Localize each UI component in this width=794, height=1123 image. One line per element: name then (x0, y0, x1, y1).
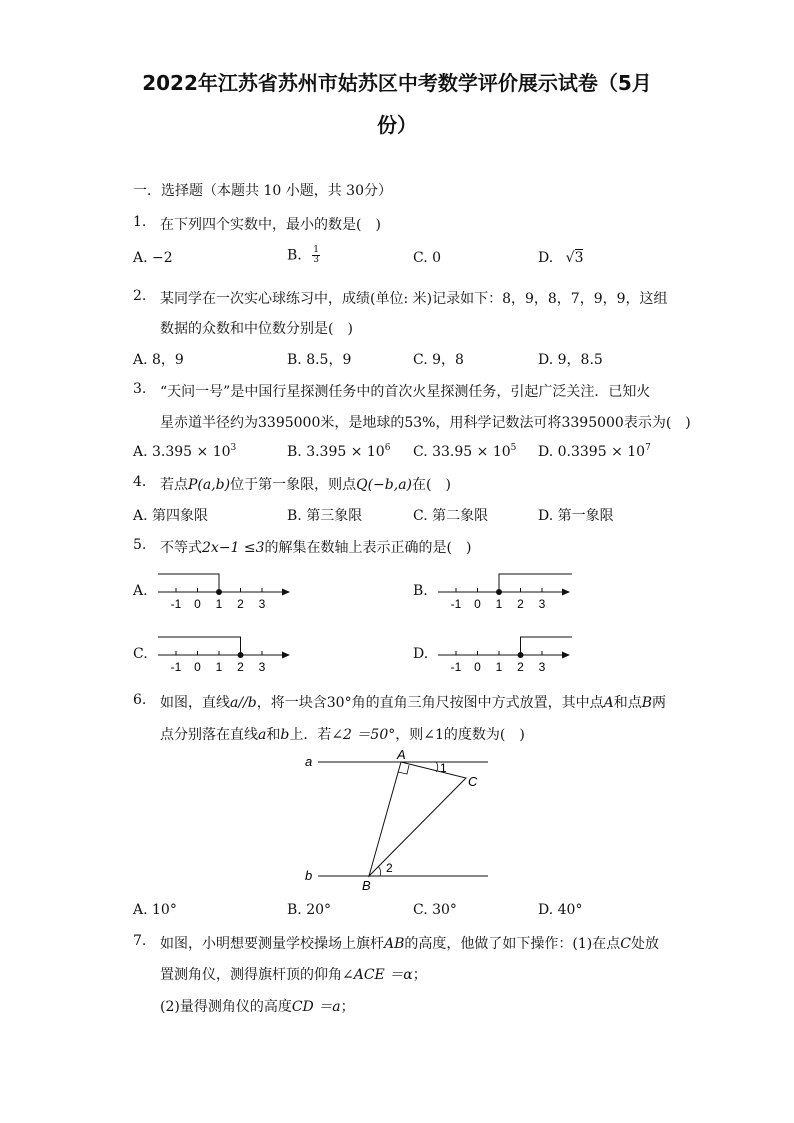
q6-text-e: 点分别落在直线 (160, 727, 258, 743)
q7-angle-ace: ∠ACE ＝α (342, 967, 413, 983)
solid-point (496, 589, 502, 595)
q1-fraction (312, 246, 320, 265)
q6-text-h: ，则∠1的度数为( ) (395, 727, 525, 743)
q6-text-g: 上．若 (289, 727, 332, 743)
solution-ray (158, 574, 219, 592)
q7-text-b: 的高度，他做了如下操作：(1)在点 (404, 936, 621, 952)
q5-number: 5. (133, 537, 147, 553)
triangle (369, 762, 466, 876)
tick-label: -1 (450, 597, 462, 611)
q2-option-a: A. 8，9 (133, 352, 184, 368)
q6-text-b: ，将一块含30°角的直角三角尺按图中方式放置，其中点 (256, 695, 604, 711)
q7-text-c: 处放 (630, 936, 659, 952)
tick-label: 3 (258, 597, 266, 611)
solid-point (238, 652, 244, 658)
q1-option-d (538, 250, 583, 266)
q6-option-c: C. 30° (413, 902, 457, 918)
q5-option-a: A. (133, 583, 148, 599)
label-point-b: B (362, 878, 371, 893)
q3-option-c-base: C. 33.95 × 10 (413, 444, 511, 460)
q7-text-a: 如图，小明想要测量学校操场上旗杆 (160, 936, 384, 952)
sqrt-radicand: 3 (574, 250, 584, 266)
q3-option-a (133, 443, 236, 460)
label-point-c: C (468, 774, 478, 789)
q5-text-a: 不等式 (160, 540, 202, 556)
label-a: a (305, 754, 313, 769)
q3-number: 3. (133, 381, 147, 397)
angle-2-arc (378, 866, 381, 876)
q5-option-d: D. (413, 646, 429, 662)
solution-ray (499, 574, 572, 592)
q1-text: 在下列四个实数中，最小的数是( ) (160, 217, 381, 233)
q2-line-2: 数据的众数和中位数分别是( ) (160, 321, 353, 337)
q4-text (160, 474, 451, 494)
number-line-d (430, 631, 580, 681)
q6-number: 6. (133, 692, 147, 708)
axis-arrow-icon (562, 589, 570, 596)
tick-label: 0 (194, 660, 201, 674)
q7-segment-ab: AB (384, 936, 405, 952)
q6-point-a: A (603, 695, 614, 711)
q4-option-d: D. 第一象限 (538, 508, 614, 524)
q7-point-c: C (620, 936, 631, 952)
q6-line-2 (160, 724, 525, 744)
q3-option-d-base: D. 0.3395 × 10 (538, 444, 646, 460)
q1-option-b (287, 246, 320, 265)
sqrt-icon: √3 (565, 250, 584, 266)
q5-text (160, 537, 471, 557)
q5-option-c: C. (133, 646, 148, 662)
q7-line-3 (160, 996, 355, 1016)
q6-option-b: B. 20° (287, 902, 332, 918)
q4-option-b: B. 第三象限 (287, 508, 363, 524)
q4-option-c: C. 第二象限 (413, 508, 489, 524)
axis-arrow-icon (562, 652, 570, 659)
solid-point (518, 652, 524, 658)
tick-label: -1 (450, 660, 462, 674)
q4-point-q: Q(−b,a) (356, 477, 412, 493)
q6-line-b: b (280, 727, 290, 743)
q4-option-a: A. 第四象限 (133, 508, 209, 524)
q1-number: 1. (133, 214, 147, 230)
solution-ray (158, 637, 241, 655)
tick-label: 0 (474, 597, 481, 611)
q5-text-b: 的解集在数轴上表示正确的是( ) (264, 540, 472, 556)
label-angle-1: 1 (440, 761, 447, 775)
q3-option-d-exponent: 7 (645, 443, 651, 453)
q6-text-d: 两 (652, 695, 666, 711)
q3-option-b (287, 443, 390, 460)
q3-option-c (413, 443, 516, 460)
q2-number: 2. (133, 288, 147, 304)
q1-option-d-label: D. (538, 250, 554, 266)
tick-label: 2 (237, 597, 244, 611)
label-b: b (305, 868, 313, 883)
q6-line-1 (160, 692, 666, 712)
q7-line-2 (160, 964, 427, 984)
q3-option-b-base: B. 3.395 × 10 (287, 444, 385, 460)
q6-text-c: 和点 (613, 695, 642, 711)
label-angle-2: 2 (386, 861, 393, 875)
title-line-2: 份） (377, 113, 417, 137)
tick-label: 1 (215, 660, 223, 674)
tick-label: 3 (258, 660, 266, 674)
exam-title (0, 62, 794, 146)
tick-label: 1 (495, 660, 503, 674)
tick-label: 3 (538, 597, 546, 611)
q3-option-a-base: A. 3.395 × 10 (133, 444, 231, 460)
tick-label: 2 (237, 660, 244, 674)
q3-option-c-exponent: 5 (510, 443, 517, 453)
q7-line-1 (160, 933, 659, 953)
q7-height-cd: CD ＝a (291, 999, 341, 1015)
q3-line-2: 星赤道半径约为3395000米，是地球的53%，用科学记数法可将3395000表示为( ) (160, 415, 691, 431)
q6-line-a: a (258, 727, 267, 743)
tick-label: -1 (170, 597, 182, 611)
q4-number: 4. (133, 474, 147, 490)
tick-label: 0 (194, 597, 201, 611)
q6-angle-2: ∠2 ＝50° (331, 727, 396, 743)
section-heading: 一．选择题（本题共 10 小题，共 30分） (133, 183, 392, 199)
q3-option-d (538, 443, 651, 460)
q6-option-a: A. 10° (133, 902, 177, 918)
q4-text-c: 在( ) (412, 477, 451, 493)
tick-label: 2 (517, 660, 524, 674)
q2-option-d: D. 9，8.5 (538, 352, 603, 368)
q5-inequality: 2x−1 ≤3 (202, 540, 265, 556)
tick-label: 1 (215, 597, 223, 611)
label-point-a: A (397, 748, 406, 762)
q6-figure (300, 748, 500, 894)
q7-number: 7. (133, 933, 147, 949)
q6-text-a: 如图，直线 (160, 695, 230, 711)
axis-arrow-icon (282, 652, 290, 659)
number-line-b (430, 568, 580, 618)
q1-option-a: A. −2 (133, 250, 173, 266)
fraction-numerator: 1 (313, 245, 319, 255)
solid-point (216, 589, 222, 595)
q4-text-a: 若点 (160, 477, 188, 493)
fraction-denominator: 3 (313, 255, 319, 265)
q7-text-d: 置测角仪，测得旗杆顶的仰角 (160, 967, 342, 983)
q7-text-g: ； (340, 999, 355, 1015)
q3-option-b-exponent: 6 (384, 443, 391, 453)
solution-ray (521, 637, 573, 655)
q2-option-c: C. 9，8 (413, 352, 464, 368)
tick-label: 3 (538, 660, 546, 674)
q3-line-1: “天问一号”是中国行星探测任务中的首次火星探测任务，引起广泛关注．已知火 (160, 384, 651, 400)
q4-point-p: P(a,b) (188, 477, 231, 493)
q6-parallel: a//b (230, 695, 257, 711)
tick-label: -1 (170, 660, 182, 674)
number-line-c (150, 631, 300, 681)
q7-text-e: ； (412, 967, 427, 983)
tick-label: 0 (474, 660, 481, 674)
axis-arrow-icon (282, 589, 290, 596)
q6-text-f: 和 (266, 727, 281, 743)
tick-label: 2 (517, 597, 524, 611)
q1-option-b-label: B. (287, 247, 302, 264)
q7-text-f: (2)量得测角仪的高度 (160, 999, 292, 1015)
q1-option-c: C. 0 (413, 250, 442, 266)
q6-point-b: B (641, 695, 652, 711)
q5-option-b: B. (413, 583, 428, 599)
q6-option-d: D. 40° (538, 902, 583, 918)
tick-label: 1 (495, 597, 503, 611)
q2-line-1: 某同学在一次实心球练习中，成绩(单位: 米)记录如下：8，9，8，7，9，9，这组 (160, 291, 668, 307)
title-line-1: 2022年江苏省苏州市姑苏区中考数学评价展示试卷（5月 (142, 71, 652, 95)
q4-text-b: 位于第一象限，则点 (230, 477, 357, 493)
q3-option-a-exponent: 3 (230, 443, 237, 453)
number-line-a (150, 568, 300, 618)
q2-option-b: B. 8.5，9 (287, 352, 352, 368)
